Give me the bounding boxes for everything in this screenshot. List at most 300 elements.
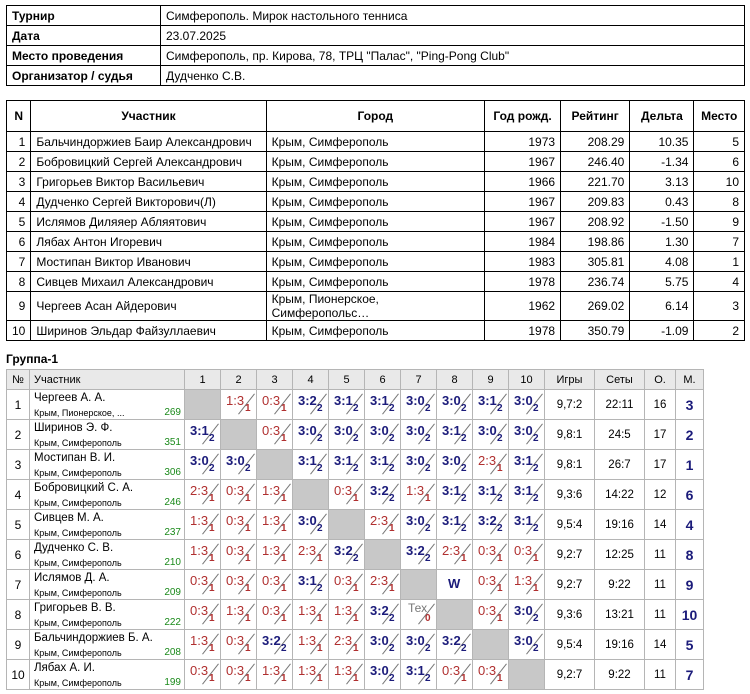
match-points: 1 [353, 493, 359, 504]
match-result-cell[interactable] [329, 480, 365, 510]
points-total: 12 [645, 480, 676, 510]
match-points: 2 [389, 613, 395, 624]
sets-total: 26:7 [595, 450, 645, 480]
group-place: 10 [676, 600, 704, 630]
match-result-cell[interactable] [437, 630, 473, 660]
grid-diagonal-cell [401, 570, 437, 600]
info-value: 23.07.2025 [161, 26, 745, 46]
games-total: 9,3:6 [545, 600, 595, 630]
match-result-cell[interactable] [401, 450, 437, 480]
grid-header: Игры [545, 370, 595, 390]
match-score: 3:1 [406, 663, 425, 678]
match-score: 3:0 [298, 513, 317, 528]
match-points: 2 [209, 463, 215, 474]
match-result-cell[interactable] [401, 390, 437, 420]
player-cell: Лябах Антон Игоревич [31, 232, 266, 252]
match-result-cell[interactable] [329, 600, 365, 630]
match-result-cell[interactable] [509, 420, 545, 450]
match-points: 2 [209, 433, 215, 444]
match-result-cell[interactable] [437, 540, 473, 570]
match-score: 3:2 [478, 513, 497, 528]
grid-row [7, 600, 704, 630]
match-score: 2:3 [370, 573, 389, 588]
match-points: 1 [245, 643, 251, 654]
match-score: 2:3 [442, 543, 461, 558]
grid-diagonal-cell [185, 390, 221, 420]
match-result-cell[interactable] [365, 570, 401, 600]
match-points: 2 [353, 433, 359, 444]
grid-header: 2 [221, 370, 257, 390]
player-cell: 1978 [485, 272, 561, 292]
match-points: 1 [317, 673, 323, 684]
player-name: Ширинов Э. Ф. [34, 422, 113, 434]
match-result-cell[interactable] [185, 570, 221, 600]
player-city: Крым, Симферополь [34, 438, 122, 448]
player-cell: Ислямов Диляяер Абляятович [31, 212, 266, 232]
match-score: 0:3 [190, 573, 209, 588]
player-row [7, 132, 745, 152]
points-total: 11 [645, 660, 676, 690]
match-result-cell[interactable] [401, 660, 437, 690]
player-city: Крым, Пионерское, ... [34, 408, 125, 418]
match-result-cell[interactable] [329, 420, 365, 450]
match-result-cell[interactable] [401, 480, 437, 510]
match-score: 1:3 [262, 663, 281, 678]
match-result-cell[interactable] [473, 480, 509, 510]
match-result-cell[interactable] [293, 450, 329, 480]
grid-header: М. [676, 370, 704, 390]
player-cell: 305.81 [561, 252, 630, 272]
player-name: Чергеев А. А. [34, 392, 106, 404]
match-result-cell[interactable] [509, 510, 545, 540]
grid-header: Сеты [595, 370, 645, 390]
match-score: 3:0 [406, 423, 425, 438]
match-result-cell[interactable] [473, 660, 509, 690]
match-score: 0:3 [226, 483, 245, 498]
match-points: 1 [497, 463, 503, 474]
match-points: 1 [497, 673, 503, 684]
match-points: 0 [425, 613, 431, 624]
grid-row-number: 5 [7, 510, 30, 540]
match-score: 0:3 [190, 603, 209, 618]
match-score: 3:1 [442, 513, 461, 528]
group-place: 6 [676, 480, 704, 510]
grid-row-number: 6 [7, 540, 30, 570]
match-points: 1 [497, 583, 503, 594]
player-cell: 2 [694, 321, 745, 341]
match-score: 1:3 [298, 633, 317, 648]
player-cell: 8 [694, 192, 745, 212]
match-result-cell[interactable] [329, 630, 365, 660]
match-score: 0:3 [478, 603, 497, 618]
match-result-cell[interactable] [293, 540, 329, 570]
match-result-cell[interactable] [365, 420, 401, 450]
sets-total: 19:16 [595, 510, 645, 540]
match-points: 2 [425, 433, 431, 444]
match-result-cell[interactable] [473, 510, 509, 540]
grid-row-number: 4 [7, 480, 30, 510]
player-cell: Григорьев Виктор Васильевич [31, 172, 266, 192]
match-result-cell[interactable] [329, 540, 365, 570]
match-result-cell[interactable] [437, 570, 473, 600]
match-points: 2 [425, 403, 431, 414]
match-score: 1:3 [262, 543, 281, 558]
match-points: 2 [317, 583, 323, 594]
player-cell: Крым, Симферополь [266, 232, 484, 252]
player-cell: 1967 [485, 152, 561, 172]
player-rating: 269 [164, 407, 181, 418]
player-cell: Крым, Симферополь [266, 132, 484, 152]
match-result-cell[interactable] [293, 510, 329, 540]
grid-row [7, 480, 704, 510]
match-result-cell[interactable] [293, 420, 329, 450]
match-result-cell[interactable] [257, 420, 293, 450]
match-points: 1 [353, 613, 359, 624]
match-points: 2 [497, 523, 503, 534]
match-score: 2:3 [370, 513, 389, 528]
grid-player[interactable] [30, 630, 185, 660]
grid-diagonal-cell [257, 450, 293, 480]
player-cell: 246.40 [561, 152, 630, 172]
player-city: Крым, Симферополь [34, 618, 122, 628]
match-score: 3:0 [406, 513, 425, 528]
match-points: 1 [389, 523, 395, 534]
match-result-cell[interactable] [473, 420, 509, 450]
group-place: 7 [676, 660, 704, 690]
match-points: 1 [461, 673, 467, 684]
match-result-cell[interactable] [221, 450, 257, 480]
match-result-cell[interactable] [329, 390, 365, 420]
match-points: 1 [209, 643, 215, 654]
match-points: 2 [461, 403, 467, 414]
info-row [7, 6, 745, 26]
match-result-cell[interactable] [257, 510, 293, 540]
match-result-cell[interactable] [185, 450, 221, 480]
grid-header: 1 [185, 370, 221, 390]
player-rating: 306 [164, 467, 181, 478]
points-total: 14 [645, 510, 676, 540]
match-result-cell[interactable] [509, 450, 545, 480]
points-total: 11 [645, 540, 676, 570]
match-score: 0:3 [262, 603, 281, 618]
player-cell: 1 [694, 252, 745, 272]
match-result-cell[interactable] [473, 600, 509, 630]
match-score: 3:0 [514, 393, 533, 408]
match-result-cell[interactable] [221, 600, 257, 630]
grid-header: 5 [329, 370, 365, 390]
player-rating: 208 [164, 647, 181, 658]
player-city: Крым, Симферополь [34, 528, 122, 538]
match-result-cell[interactable] [329, 570, 365, 600]
match-result-cell[interactable] [365, 600, 401, 630]
grid-row [7, 540, 704, 570]
grid-row [7, 630, 704, 660]
match-result-cell[interactable] [473, 540, 509, 570]
match-result-cell[interactable] [185, 540, 221, 570]
player-rating: 199 [164, 677, 181, 688]
match-result-cell[interactable] [257, 570, 293, 600]
match-score: 0:3 [334, 483, 353, 498]
match-points: 1 [281, 673, 287, 684]
match-score: 3:0 [406, 633, 425, 648]
player-city: Крым, Симферополь [34, 498, 122, 508]
match-result-cell[interactable] [437, 390, 473, 420]
match-points: 1 [317, 613, 323, 624]
sets-total: 14:22 [595, 480, 645, 510]
match-result-cell[interactable] [185, 480, 221, 510]
match-result-cell[interactable] [221, 570, 257, 600]
match-score: 1:3 [334, 663, 353, 678]
player-cell: 4 [694, 272, 745, 292]
match-result-cell[interactable] [257, 390, 293, 420]
grid-header: О. [645, 370, 676, 390]
match-score: 0:3 [478, 543, 497, 558]
match-result-cell[interactable] [185, 420, 221, 450]
grid-player[interactable] [30, 420, 185, 450]
players-header: Город [266, 101, 484, 132]
match-result-cell[interactable] [329, 660, 365, 690]
grid-header: 6 [365, 370, 401, 390]
player-cell: 1967 [485, 192, 561, 212]
player-cell: 236.74 [561, 272, 630, 292]
match-result-cell[interactable] [221, 510, 257, 540]
players-header: N [7, 101, 31, 132]
match-score: 1:3 [190, 513, 209, 528]
grid-player[interactable] [30, 660, 185, 690]
player-cell: Крым, Симферополь [266, 192, 484, 212]
group-place: 3 [676, 390, 704, 420]
match-result-cell[interactable] [509, 600, 545, 630]
match-points: 2 [461, 643, 467, 654]
match-result-cell[interactable] [437, 450, 473, 480]
match-result-cell[interactable] [257, 480, 293, 510]
match-score: 1:3 [514, 573, 533, 588]
points-total: 17 [645, 450, 676, 480]
player-name: Лябах А. И. [34, 662, 95, 674]
match-result-cell[interactable] [221, 630, 257, 660]
match-points: 1 [209, 613, 215, 624]
grid-player[interactable] [30, 480, 185, 510]
match-points: 1 [497, 553, 503, 564]
match-points: 2 [353, 553, 359, 564]
match-result-cell[interactable] [365, 630, 401, 660]
grid-diagonal-cell [293, 480, 329, 510]
match-result-cell[interactable] [185, 660, 221, 690]
player-cell: Крым, Симферополь [266, 172, 484, 192]
match-score: 3:2 [406, 543, 425, 558]
grid-player[interactable] [30, 510, 185, 540]
group-place: 2 [676, 420, 704, 450]
match-score: 3:0 [442, 453, 461, 468]
match-points: 1 [281, 583, 287, 594]
match-score: 3:2 [262, 633, 281, 648]
sets-total: 13:21 [595, 600, 645, 630]
match-result-cell[interactable] [437, 510, 473, 540]
player-row [7, 252, 745, 272]
player-cell: 2 [7, 152, 31, 172]
match-result-cell[interactable] [221, 540, 257, 570]
match-score: 0:3 [226, 543, 245, 558]
player-cell: 269.02 [561, 292, 630, 321]
player-cell: 1.30 [630, 232, 694, 252]
match-points: 2 [389, 403, 395, 414]
match-result-cell[interactable] [509, 540, 545, 570]
match-result-cell[interactable] [401, 630, 437, 660]
player-rating: 222 [164, 617, 181, 628]
player-row [7, 172, 745, 192]
games-total: 9,8:1 [545, 420, 595, 450]
match-points: 2 [317, 433, 323, 444]
group-place: 9 [676, 570, 704, 600]
match-result-cell[interactable] [401, 600, 437, 630]
match-result-cell[interactable] [185, 600, 221, 630]
match-result-cell[interactable] [221, 390, 257, 420]
match-result-cell[interactable] [365, 450, 401, 480]
match-points: 2 [497, 433, 503, 444]
match-result-cell[interactable] [293, 390, 329, 420]
match-points: 1 [461, 553, 467, 564]
games-total: 9,2:7 [545, 570, 595, 600]
games-total: 9,5:4 [545, 510, 595, 540]
match-points: 2 [461, 433, 467, 444]
match-score: 0:3 [442, 663, 461, 678]
player-cell: 5 [694, 132, 745, 152]
match-result-cell[interactable] [365, 660, 401, 690]
match-result-cell[interactable] [185, 510, 221, 540]
player-cell: 7 [694, 232, 745, 252]
player-cell: 1 [7, 132, 31, 152]
match-result-cell[interactable] [437, 480, 473, 510]
match-points: 1 [389, 583, 395, 594]
match-points: 2 [461, 523, 467, 534]
match-result-cell[interactable] [293, 570, 329, 600]
match-points: 2 [281, 643, 287, 654]
grid-player[interactable] [30, 390, 185, 420]
match-result-cell[interactable] [401, 540, 437, 570]
match-points: 1 [209, 673, 215, 684]
grid-player[interactable] [30, 540, 185, 570]
match-score: 0:3 [334, 573, 353, 588]
players-header: Год рожд. [485, 101, 561, 132]
group-place: 1 [676, 450, 704, 480]
player-cell: 1967 [485, 212, 561, 232]
info-row [7, 66, 745, 86]
player-rating: 209 [164, 587, 181, 598]
match-points: 1 [281, 433, 287, 444]
match-score: 3:0 [226, 453, 245, 468]
match-result-cell[interactable] [473, 570, 509, 600]
match-points: 1 [281, 403, 287, 414]
match-result-cell[interactable] [509, 390, 545, 420]
player-cell: 198.86 [561, 232, 630, 252]
match-result-cell[interactable] [293, 630, 329, 660]
games-total: 9,2:7 [545, 540, 595, 570]
match-result-cell[interactable] [509, 570, 545, 600]
match-result-cell[interactable] [365, 510, 401, 540]
match-score: 3:1 [190, 423, 209, 438]
grid-row [7, 450, 704, 480]
match-result-cell[interactable] [365, 390, 401, 420]
grid-row-number: 7 [7, 570, 30, 600]
match-result-cell[interactable] [509, 630, 545, 660]
match-result-cell[interactable] [185, 630, 221, 660]
player-cell: Мостипан Виктор Иванович [31, 252, 266, 272]
sets-total: 9:22 [595, 660, 645, 690]
match-score: 3:2 [370, 603, 389, 618]
grid-row-number: 3 [7, 450, 30, 480]
player-cell: 6.14 [630, 292, 694, 321]
match-score: 1:3 [226, 393, 245, 408]
match-result-cell[interactable] [401, 510, 437, 540]
players-header: Место [694, 101, 745, 132]
match-score: 1:3 [406, 483, 425, 498]
player-rating: 351 [164, 437, 181, 448]
match-score: 3:0 [514, 603, 533, 618]
sets-total: 22:11 [595, 390, 645, 420]
player-name: Ислямов Д. А. [34, 572, 110, 584]
match-result-cell[interactable] [509, 480, 545, 510]
player-cell: 350.79 [561, 321, 630, 341]
match-result-cell[interactable] [257, 600, 293, 630]
match-result-cell[interactable] [257, 540, 293, 570]
player-cell: 4 [7, 192, 31, 212]
match-result-cell[interactable] [401, 420, 437, 450]
match-result-cell[interactable] [437, 420, 473, 450]
player-cell: Крым, Пионерское, Симферопольс… [266, 292, 484, 321]
player-cell: 3 [694, 292, 745, 321]
match-score: 3:0 [370, 663, 389, 678]
grid-player[interactable] [30, 570, 185, 600]
match-points: 1 [245, 553, 251, 564]
grid-player[interactable] [30, 450, 185, 480]
match-result-cell[interactable] [365, 480, 401, 510]
match-result-cell[interactable] [329, 450, 365, 480]
match-result-cell[interactable] [437, 660, 473, 690]
match-score: 0:3 [226, 573, 245, 588]
match-result-cell[interactable] [293, 600, 329, 630]
match-result-cell[interactable] [221, 480, 257, 510]
match-score: 3:0 [514, 423, 533, 438]
match-result-cell[interactable] [221, 660, 257, 690]
match-result-cell[interactable] [257, 660, 293, 690]
grid-header: 3 [257, 370, 293, 390]
match-points: 2 [353, 463, 359, 474]
match-result-cell[interactable] [473, 450, 509, 480]
match-score: 3:1 [442, 483, 461, 498]
match-points: 1 [317, 553, 323, 564]
grid-row-number: 9 [7, 630, 30, 660]
player-cell: 1973 [485, 132, 561, 152]
grid-diagonal-cell [329, 510, 365, 540]
match-points: 2 [497, 493, 503, 504]
match-result-cell[interactable] [257, 630, 293, 660]
match-points: 2 [317, 523, 323, 534]
player-row [7, 192, 745, 212]
player-row [7, 152, 745, 172]
match-score: 3:0 [370, 423, 389, 438]
match-score: 3:2 [298, 393, 317, 408]
match-points: 2 [389, 433, 395, 444]
participants-table [6, 100, 745, 341]
match-points: 2 [245, 463, 251, 474]
match-result-cell[interactable] [473, 390, 509, 420]
match-result-cell[interactable] [293, 660, 329, 690]
grid-player[interactable] [30, 600, 185, 630]
match-score: 3:1 [334, 393, 353, 408]
match-points: 1 [353, 673, 359, 684]
match-score: 3:1 [298, 453, 317, 468]
games-total: 9,5:4 [545, 630, 595, 660]
